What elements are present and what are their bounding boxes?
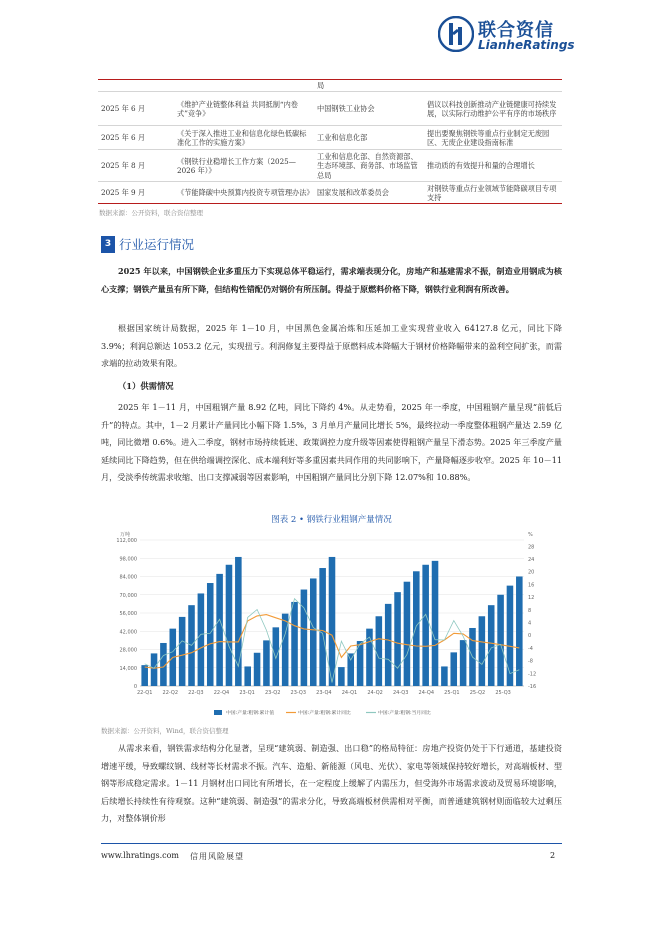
- left-tick-label: 98,000: [119, 556, 137, 563]
- x-tick-label: 25-Q1: [444, 690, 460, 696]
- lianhe-logo-icon: [438, 16, 474, 52]
- table-cell: 国家发展和改革委员会: [314, 182, 424, 204]
- bar: [329, 557, 336, 686]
- left-tick-label: 56,000: [119, 611, 137, 617]
- right-tick-label: 20: [528, 569, 535, 576]
- bar: [151, 653, 158, 686]
- x-tick-label: 24-Q2: [367, 690, 383, 696]
- footer-slogan: 信用风险展望: [190, 852, 244, 861]
- left-tick-label: 28,000: [119, 647, 137, 654]
- brand-name-cn: 联合资信: [478, 20, 554, 41]
- right-tick-label: 24: [528, 557, 535, 564]
- supply-paragraph: 2025 年 1－11 月，中国粗钢产量 8.92 亿吨，同比下降约 4%。从走势看，2025 年一季度，中国粗钢产量呈现“前低后升”的特点。其中，1－2 月累计产量同比小幅下降 1.5%，3 月单月产量同比增长 5%，最终拉动一季度整体粗钢产量达 2.59 亿吨，同比微增 0.6%。进入二季度，钢材市场持续低迷、政策调控力度升级等因素使得粗钢产量呈下滑态势。2025 年三季度产量延续同比下降趋势，但在供给端调控深化、成本端利好等多重因素共同作用的共同影响下，产量降幅逐步收窄。2025 年 10－11 月，受淡季传统需求收缩、出口支撑减弱等因素影响，中国粗钢产量同比分别下降 12.07%和 10.88%。: [101, 402, 562, 482]
- right-tick-label: -16: [528, 684, 537, 690]
- bar: [441, 666, 448, 686]
- summary-paragraph: 2025 年以来，中国钢铁企业多重压力下实现总体平稳运行，需求端表现分化，房地产和基建需求不振，制造业用钢成为核心支撑；钢铁产量虽有所下降，但结构性错配仍对钢价有所压制。得益于原燃料价格下降，钢铁行业利润有所改善。: [101, 266, 562, 294]
- bar: [413, 571, 420, 686]
- x-tick-label: 22-Q3: [188, 690, 204, 696]
- bar: [216, 574, 223, 686]
- right-tick-label: 0: [528, 633, 532, 640]
- figure-source: 数据来源：公开资料，Wind，联合资信整理: [101, 727, 229, 735]
- table-cell: 工业和信息化部、自然资源部、生态环境部、商务部、市场监管总局: [314, 150, 424, 182]
- right-tick-label: -12: [528, 671, 537, 678]
- brand-name-en: LianheRatings: [478, 38, 575, 52]
- revenue-paragraph: 根据国家统计局数据，2025 年 1－10 月，中国黑色金属冶炼和压延加工业实现营业收入 64127.8 亿元，同比下降 3.9%；利润总额达 1053.2 亿元，实现扭亏。利润修复主要得益于原燃料成本降幅大于钢材价格降幅带来的盈利空间扩张，而需求端的拉动效果有限。: [101, 323, 562, 368]
- right-tick-label: 12: [528, 595, 535, 602]
- bar: [319, 568, 326, 686]
- right-tick-label: 28: [528, 544, 535, 551]
- x-tick-label: 24-Q4: [418, 690, 435, 696]
- bar: [394, 592, 401, 686]
- right-tick-label: 4: [528, 620, 532, 627]
- table-row: [98, 182, 562, 204]
- steel-output-chart: [104, 526, 558, 724]
- left-tick-label: 84,000: [119, 574, 137, 581]
- table-cell: 《钢铁行业稳增长工作方案（2025—2026 年）》: [174, 150, 314, 182]
- right-tick-label: 8: [528, 607, 532, 614]
- bar: [244, 666, 251, 686]
- x-tick-label: 24-Q3: [392, 690, 409, 696]
- bar: [507, 586, 514, 686]
- table-cell: 2025 年 9 月: [98, 182, 174, 204]
- table-row: [98, 92, 562, 126]
- bar: [516, 577, 523, 687]
- left-axis-unit: 万吨: [120, 532, 131, 538]
- table-cell: 《维护产业链整体利益 共同抵制“内卷式”竞争》: [174, 92, 314, 126]
- table-cell: 提出要聚焦钢铁等重点行业制定无废园区、无废企业建设指南标准: [424, 126, 562, 150]
- x-tick-label: 25-Q3: [495, 690, 511, 696]
- subsection-title: （1）供需情况: [118, 381, 174, 391]
- x-tick-label: 25-Q2: [469, 690, 486, 696]
- bar: [460, 640, 467, 686]
- table-cell: 倡议以科技创新推动产业链健康可持续发展，以实际行动维护公平有序的市场秩序: [424, 92, 562, 126]
- x-tick-label: 23-Q2: [264, 690, 281, 696]
- x-tick-label: 22-Q2: [162, 690, 179, 696]
- x-tick-label: 22-Q4: [213, 690, 230, 696]
- bar: [141, 665, 148, 686]
- bar: [226, 565, 233, 686]
- section-number: 3: [101, 236, 115, 253]
- table-cell: 《节能降碳中央预算内投资专项管理办法》: [174, 182, 314, 204]
- table-cell: 工业和信息化部: [314, 126, 424, 150]
- legend-swatch: [214, 710, 222, 715]
- table-row: [98, 80, 562, 92]
- table-source: 数据来源：公开资料，联合资信整理: [99, 209, 203, 217]
- bar: [273, 627, 280, 686]
- legend-label: 中国:产量:粗钢:当月同比: [378, 711, 431, 716]
- figure-title: 图表 2 • 钢铁行业粗钢产量情况: [271, 515, 392, 525]
- bar: [422, 565, 429, 686]
- bar: [385, 604, 392, 686]
- x-tick-label: 23-Q3: [290, 690, 307, 696]
- table-cell: 2025 年 6 月: [98, 92, 174, 126]
- bar: [263, 640, 270, 686]
- bar: [450, 652, 457, 686]
- bar: [479, 616, 486, 686]
- bar: [338, 667, 345, 686]
- bar: [254, 653, 261, 686]
- table-row: [98, 126, 562, 150]
- demand-paragraph: 从需求来看，钢铁需求结构分化显著，呈现“建筑弱、制造强、出口稳”的格局特征：房地产投资仍处于下行通道，基建投资增速平缓，导致螺纹钢、线材等长材需求不振。汽车、造船、新能源（风电、光伏）、家电等领域保持较好增长，对高端板材、型钢等形成稳定需求。1－11 月钢材出口同比有所增长，在一定程度上缓解了内需压力，但受海外市场需求波动及贸易环境影响，后续增长持续性有待观察。这种“建筑弱、制造强”的需求分化，导致高端板材供需相对平衡，而普通建筑钢材则面临较大过剩压力，对整体钢价形: [101, 743, 562, 823]
- bar: [404, 582, 411, 686]
- bar: [291, 602, 298, 686]
- right-tick-label: -4: [528, 645, 533, 652]
- policy-table: [98, 79, 562, 204]
- table-cell: 《关于深入推进工业和信息化绿色低碳标准化工作的实施方案》: [174, 126, 314, 150]
- table-cell: 对钢铁等重点行业领域节能降碳项目专项支持: [424, 182, 562, 204]
- right-tick-label: -8: [528, 658, 533, 665]
- bar: [497, 595, 504, 686]
- left-tick-label: 0: [133, 684, 137, 690]
- section-title: 行业运行情况: [119, 237, 195, 252]
- legend-label: 中国:产量:粗钢:累计值: [226, 711, 275, 716]
- bar: [376, 616, 383, 686]
- footer-divider: [101, 843, 562, 844]
- bar: [301, 590, 308, 686]
- legend-label: 中国:产量:粗钢:累计同比: [298, 711, 351, 716]
- table-cell: 推动质的有效提升和量的合理增长: [424, 150, 562, 182]
- x-tick-label: 24-Q1: [341, 690, 358, 696]
- table-cell: 局: [314, 80, 424, 92]
- x-tick-label: 22-Q1: [136, 690, 153, 696]
- x-tick-label: 23-Q4: [316, 690, 332, 696]
- table-cell: 中国钢铁工业协会: [314, 92, 424, 126]
- bar: [207, 583, 214, 686]
- bar: [198, 593, 205, 686]
- left-tick-label: 42,000: [119, 629, 137, 636]
- right-tick-label: 16: [528, 582, 535, 589]
- x-tick-label: 23-Q1: [239, 690, 255, 696]
- bar: [347, 653, 354, 686]
- table-cell: 2025 年 6 月: [98, 126, 174, 150]
- left-tick-label: 112,000: [116, 538, 137, 544]
- table-row: [98, 150, 562, 182]
- left-tick-label: 14,000: [119, 665, 137, 672]
- left-tick-label: 70,000: [119, 592, 137, 599]
- bar: [310, 578, 317, 686]
- footer-url[interactable]: www.lhratings.com: [101, 851, 180, 860]
- page-number: 2: [550, 851, 556, 860]
- bar: [432, 561, 439, 686]
- table-cell: 2025 年 8 月: [98, 150, 174, 182]
- bar: [179, 617, 186, 686]
- right-axis-unit: %: [528, 532, 533, 538]
- bar: [488, 605, 495, 686]
